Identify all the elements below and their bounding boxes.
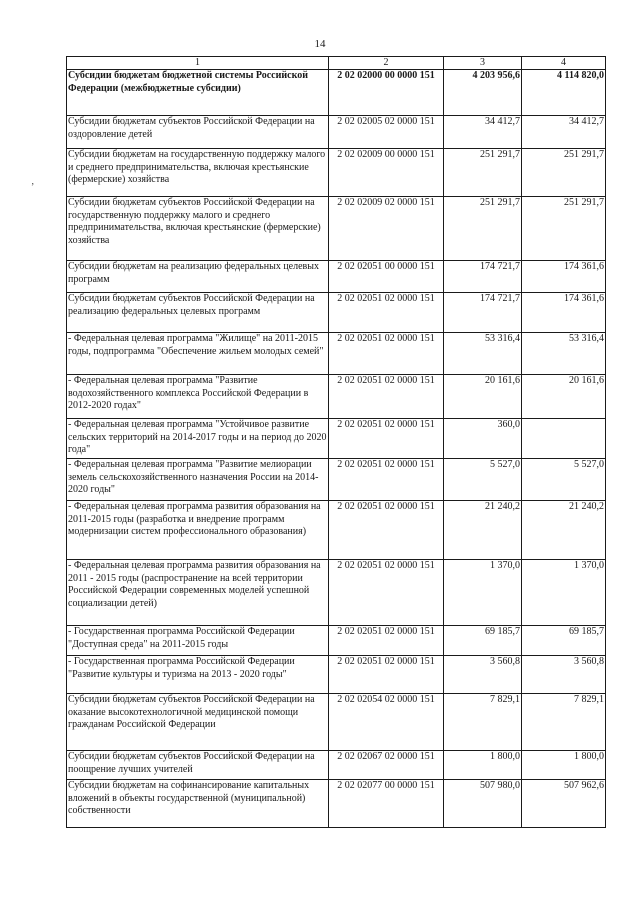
row-value-col3: 360,0 [444,419,522,459]
table-row [67,656,606,694]
row-value-col3: 21 240,2 [444,501,522,560]
row-value-col3: 4 203 956,6 [444,70,522,116]
table-row [67,459,606,501]
row-value-col3: 34 412,7 [444,116,522,149]
row-value-col4: 1 370,0 [522,560,606,626]
row-value-col3: 251 291,7 [444,149,522,197]
row-value-col3: 251 291,7 [444,197,522,261]
page-number: 14 [314,38,326,50]
row-description: - Государственная программа Российской Федерации "Доступная среда" на 2011-2015 годы [67,626,329,656]
row-value-col3: 3 560,8 [444,656,522,694]
row-code: 2 02 02005 02 0000 151 [329,116,444,149]
row-description: Субсидии бюджетам бюджетной системы Российской Федерации (межбюджетные субсидии) [67,70,329,116]
row-description: Субсидии бюджетам субъектов Российской Федерации на государственную поддержку малого и среднего предпринимательства, включая крестьянские (фермерские) хозяйства [67,197,329,261]
table-row [67,333,606,375]
row-value-col4: 251 291,7 [522,149,606,197]
row-value-col4: 53 316,4 [522,333,606,375]
row-code: 2 02 02051 00 0000 151 [329,261,444,293]
row-value-col4: 21 240,2 [522,501,606,560]
row-code: 2 02 02009 00 0000 151 [329,149,444,197]
row-value-col3: 1 370,0 [444,560,522,626]
row-value-col4: 69 185,7 [522,626,606,656]
row-description: - Федеральная целевая программа развития образования на 2011-2015 годы (разработка и внедрение программ модернизации систем профессионального образования) [67,501,329,560]
row-value-col3: 7 829,1 [444,694,522,751]
row-code: 2 02 02051 02 0000 151 [329,419,444,459]
row-value-col4: 5 527,0 [522,459,606,501]
row-description: - Федеральная целевая программа "Жилище" на 2011-2015 годы, подпрограмма "Обеспечение жильем молодых семей" [67,333,329,375]
row-code: 2 02 02051 02 0000 151 [329,626,444,656]
column-number-row [67,57,606,70]
row-value-col4: 174 361,6 [522,261,606,293]
row-description: Субсидии бюджетам на софинансирование капитальных вложений в объекты государственной (муниципальной) собственности [67,780,329,828]
row-value-col3: 174 721,7 [444,293,522,333]
row-value-col3: 1 800,0 [444,751,522,780]
row-code: 2 02 02054 02 0000 151 [329,694,444,751]
row-code: 2 02 02051 02 0000 151 [329,459,444,501]
row-description: - Федеральная целевая программа развития образования на 2011 - 2015 годы (распространение на всей территории Российской Федерации современных моделей успешной социализации детей) [67,560,329,626]
row-value-col3: 174 721,7 [444,261,522,293]
column-header-1: 1 [67,57,329,70]
table-row [67,626,606,656]
row-value-col4: 507 962,6 [522,780,606,828]
table-row [67,261,606,293]
row-description: Субсидии бюджетам на реализацию федеральных целевых программ [67,261,329,293]
row-description: - Государственная программа Российской Федерации "Развитие культуры и туризма на 2013 - 2020 годы" [67,656,329,694]
table-row [67,560,606,626]
row-code: 2 02 02051 02 0000 151 [329,656,444,694]
table-row [67,419,606,459]
row-description: - Федеральная целевая программа "Устойчивое развитие сельских территорий на 2014-2017 годы и на период до 2020 года" [67,419,329,459]
table-row [67,751,606,780]
row-value-col4: 4 114 820,0 [522,70,606,116]
row-code: 2 02 02009 02 0000 151 [329,197,444,261]
row-value-col4: 1 800,0 [522,751,606,780]
stray-mark: ’ [31,182,35,193]
row-description: - Федеральная целевая программа "Развитие мелиорации земель сельскохозяйственного назначения России на 2014-2020 годы" [67,459,329,501]
row-description: - Федеральная целевая программа "Развитие водохозяйственного комплекса Российской Федерации в 2012-2020 годах" [67,375,329,419]
row-code: 2 02 02051 02 0000 151 [329,560,444,626]
row-value-col4: 34 412,7 [522,116,606,149]
table-row [67,149,606,197]
column-header-3: 3 [444,57,522,70]
budget-table [66,56,606,828]
row-code: 2 02 02051 02 0000 151 [329,375,444,419]
row-code: 2 02 02051 02 0000 151 [329,333,444,375]
row-value-col4: 20 161,6 [522,375,606,419]
row-description: Субсидии бюджетам субъектов Российской Федерации на реализацию федеральных целевых программ [67,293,329,333]
row-value-col3: 20 161,6 [444,375,522,419]
table-row [67,694,606,751]
row-value-col3: 507 980,0 [444,780,522,828]
table-row [67,293,606,333]
table-row [67,70,606,116]
row-description: Субсидии бюджетам субъектов Российской Федерации на оздоровление детей [67,116,329,149]
row-description: Субсидии бюджетам на государственную поддержку малого и среднего предпринимательства, включая крестьянские (фермерские) хозяйства [67,149,329,197]
table-row [67,501,606,560]
column-header-4: 4 [522,57,606,70]
row-code: 2 02 02051 02 0000 151 [329,293,444,333]
row-description: Субсидии бюджетам субъектов Российской Федерации на поощрение лучших учителей [67,751,329,780]
row-code: 2 02 02067 02 0000 151 [329,751,444,780]
row-value-col4 [522,419,606,459]
row-value-col4: 3 560,8 [522,656,606,694]
column-header-2: 2 [329,57,444,70]
row-value-col4: 174 361,6 [522,293,606,333]
row-value-col3: 69 185,7 [444,626,522,656]
row-description: Субсидии бюджетам субъектов Российской Федерации на оказание высокотехнологичной медицинской помощи гражданам Российской Федерации [67,694,329,751]
table-row [67,375,606,419]
row-code: 2 02 02051 02 0000 151 [329,501,444,560]
table-row [67,780,606,828]
row-value-col4: 7 829,1 [522,694,606,751]
table-row [67,116,606,149]
row-value-col3: 5 527,0 [444,459,522,501]
row-code: 2 02 02077 00 0000 151 [329,780,444,828]
table-row [67,197,606,261]
row-value-col3: 53 316,4 [444,333,522,375]
row-code: 2 02 02000 00 0000 151 [329,70,444,116]
row-value-col4: 251 291,7 [522,197,606,261]
